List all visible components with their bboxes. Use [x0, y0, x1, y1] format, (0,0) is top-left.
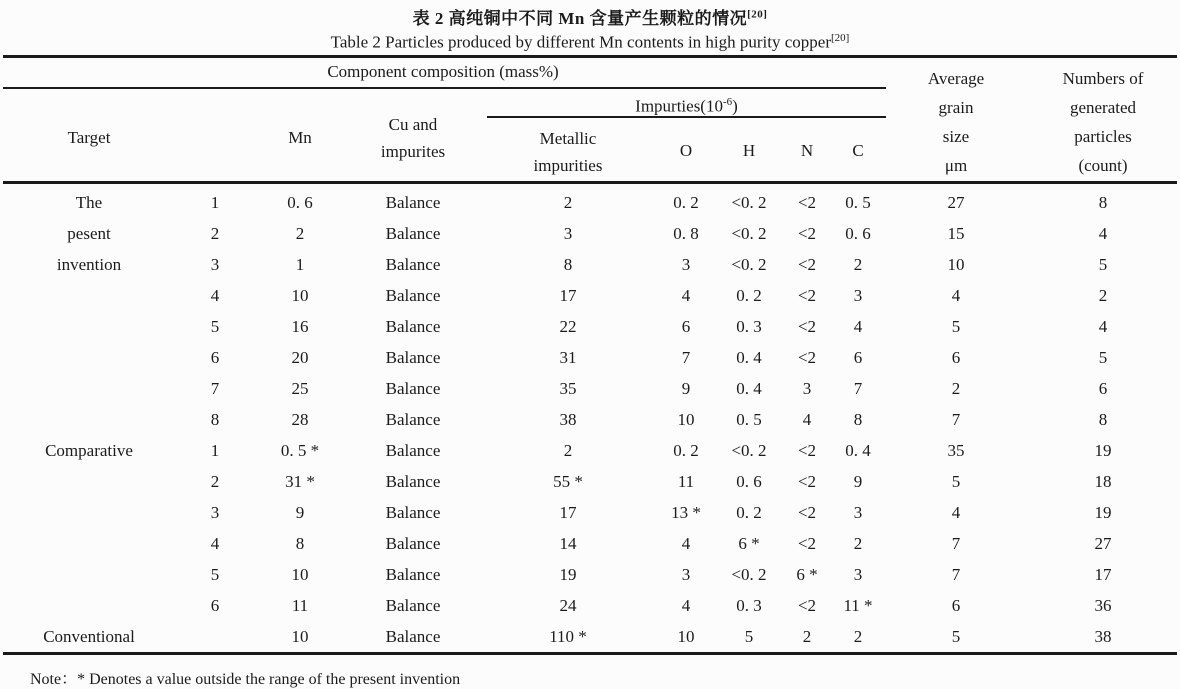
cell-particle-count: 19 [1094, 440, 1112, 460]
cell-nitrogen: <2 [797, 254, 817, 274]
header-metallic-impurities [478, 125, 658, 179]
cell-cu-and-impurites: Balance [385, 285, 441, 305]
cell-hydrogen: <0. 2 [731, 254, 767, 274]
cell-target: pesent [67, 223, 111, 243]
cell-metallic-impurities: 8 [563, 254, 573, 274]
cell-sample-number: 8 [210, 409, 220, 429]
cell-grain-size: 6 [951, 595, 961, 615]
cell-target [0, 497, 178, 528]
cell-target [0, 590, 178, 621]
cell-carbon: 2 [853, 254, 863, 274]
cell-nitrogen: <2 [797, 440, 817, 460]
header-hydrogen: H [742, 141, 756, 160]
cell-oxygen: 6 [681, 316, 691, 336]
cell-oxygen: 3 [681, 254, 691, 274]
cell-mn-content: 2 [295, 223, 305, 243]
cell-nitrogen: 6 * [796, 564, 818, 584]
cell-cu-and-impurites: Balance [385, 626, 441, 646]
cell-hydrogen: 0. 3 [736, 595, 762, 615]
cell-nitrogen: 3 [802, 378, 812, 398]
table-row [0, 249, 1180, 280]
table-title-chinese-text: 表 2 高纯铜中不同 Mn 含量产生颗粒的情况 [412, 9, 748, 28]
header-cu-line2: impurites [380, 142, 446, 161]
cell-mn-content: 11 [291, 595, 309, 615]
cell-sample-number: 2 [210, 223, 220, 243]
table-row [0, 311, 1180, 342]
cell-sample-number: 4 [210, 285, 220, 305]
cell-hydrogen: 0. 5 [736, 409, 762, 429]
cell-metallic-impurities: 110 * [549, 626, 587, 646]
header-cu-and-impurites [348, 111, 478, 165]
header-metallic-line2: impurities [533, 156, 603, 175]
cell-oxygen: 3 [681, 564, 691, 584]
cell-oxygen: 13 * [671, 502, 701, 522]
cell-sample-number: 2 [210, 471, 220, 491]
cell-grain-size: 5 [951, 471, 961, 491]
cell-oxygen: 4 [681, 285, 691, 305]
cell-mn-content: 28 [291, 409, 309, 429]
component-composition-underline [3, 87, 886, 89]
cell-sample-number: 4 [210, 533, 220, 553]
cell-carbon: 2 [853, 626, 863, 646]
cell-grain-size: 5 [951, 316, 961, 336]
cell-target: Conventional [43, 626, 135, 646]
cell-nitrogen: <2 [797, 533, 817, 553]
cell-sample-number: 7 [210, 378, 220, 398]
cell-carbon: 9 [853, 471, 863, 491]
cell-metallic-impurities: 38 [559, 409, 577, 429]
table-top-rule [3, 55, 1177, 58]
header-avg-line2: grain [938, 98, 974, 117]
table-row [0, 621, 1180, 652]
cell-target: The [75, 192, 103, 212]
cell-grain-size: 6 [951, 347, 961, 367]
cell-cu-and-impurites: Balance [385, 595, 441, 615]
cell-oxygen: 0. 8 [673, 223, 699, 243]
cell-target [0, 466, 178, 497]
header-num-line1: Numbers of [1062, 69, 1144, 88]
cell-target [0, 559, 178, 590]
cell-target [0, 280, 178, 311]
table-row [0, 218, 1180, 249]
cell-cu-and-impurites: Balance [385, 409, 441, 429]
cell-grain-size: 7 [951, 409, 961, 429]
cell-particle-count: 36 [1094, 595, 1112, 615]
cell-carbon: 6 [853, 347, 863, 367]
cell-cu-and-impurites: Balance [385, 378, 441, 398]
cell-nitrogen: <2 [797, 502, 817, 522]
cell-metallic-impurities: 17 [559, 285, 577, 305]
header-component-composition: Component composition (mass%) [327, 62, 559, 81]
cell-hydrogen: 0. 2 [736, 285, 762, 305]
cell-cu-and-impurites: Balance [385, 533, 441, 553]
cell-sample-number [178, 621, 252, 652]
header-impurities-group [487, 91, 886, 118]
cell-metallic-impurities: 17 [559, 502, 577, 522]
table-row [0, 559, 1180, 590]
cell-particle-count: 8 [1098, 192, 1108, 212]
cell-carbon: 7 [853, 378, 863, 398]
cell-target: invention [56, 254, 122, 274]
cell-carbon: 0. 6 [845, 223, 871, 243]
cell-sample-number: 5 [210, 564, 220, 584]
cell-metallic-impurities: 35 [559, 378, 577, 398]
cell-metallic-impurities: 55 * [553, 471, 583, 491]
cell-mn-content: 0. 5 * [280, 440, 320, 460]
cell-oxygen: 4 [681, 533, 691, 553]
cell-target [0, 342, 178, 373]
table-title-chinese [0, 4, 1180, 29]
cell-sample-number: 5 [210, 316, 220, 336]
cell-metallic-impurities: 22 [559, 316, 577, 336]
cell-nitrogen: <2 [797, 285, 817, 305]
cell-mn-content: 10 [291, 626, 309, 646]
cell-hydrogen: <0. 2 [731, 564, 767, 584]
cell-mn-content: 20 [291, 347, 309, 367]
cell-target [0, 528, 178, 559]
cell-grain-size: 7 [951, 533, 961, 553]
cell-cu-and-impurites: Balance [385, 471, 441, 491]
table-row [0, 404, 1180, 435]
cell-carbon: 2 [853, 533, 863, 553]
cell-carbon: 3 [853, 285, 863, 305]
cell-hydrogen: 5 [744, 626, 754, 646]
cell-hydrogen: 0. 3 [736, 316, 762, 336]
cell-mn-content: 16 [291, 316, 309, 336]
cell-cu-and-impurites: Balance [385, 502, 441, 522]
cell-cu-and-impurites: Balance [385, 223, 441, 243]
cell-nitrogen: <2 [797, 595, 817, 615]
cell-particle-count: 5 [1098, 254, 1108, 274]
cell-target [0, 404, 178, 435]
cell-hydrogen: <0. 2 [731, 223, 767, 243]
cell-particle-count: 5 [1098, 347, 1108, 367]
header-numbers-of-particles [1026, 64, 1180, 180]
cell-cu-and-impurites: Balance [385, 440, 441, 460]
cell-particle-count: 4 [1098, 223, 1108, 243]
cell-mn-content: 25 [291, 378, 309, 398]
table-row [0, 187, 1180, 218]
header-num-line3: particles [1074, 127, 1132, 146]
cell-target: Comparative [45, 440, 133, 460]
cell-particle-count: 8 [1098, 409, 1108, 429]
cell-oxygen: 7 [681, 347, 691, 367]
cell-particle-count: 27 [1094, 533, 1112, 553]
header-num-line2: generated [1069, 98, 1137, 117]
cell-mn-content: 1 [295, 254, 305, 274]
cell-particle-count: 17 [1094, 564, 1112, 584]
header-impurities-text: Impurties(10 [635, 96, 723, 116]
cell-particle-count: 6 [1098, 378, 1108, 398]
cell-particle-count: 4 [1098, 316, 1108, 336]
cell-grain-size: 15 [947, 223, 965, 243]
header-avg-line1: Average [927, 69, 985, 88]
cell-grain-size: 35 [947, 440, 965, 460]
cell-target [0, 311, 178, 342]
cell-oxygen: 0. 2 [673, 440, 699, 460]
header-carbon: C [852, 141, 864, 160]
cell-carbon: 11 * [843, 595, 873, 615]
cell-carbon: 3 [853, 564, 863, 584]
cell-grain-size: 4 [951, 285, 961, 305]
cell-sample-number: 3 [210, 254, 220, 274]
cell-cu-and-impurites: Balance [385, 254, 441, 274]
cell-nitrogen: <2 [797, 223, 817, 243]
header-impurities-close: ) [732, 96, 738, 116]
header-num-line4: (count) [1078, 156, 1128, 175]
cell-oxygen: 10 [677, 409, 695, 429]
cell-metallic-impurities: 2 [563, 440, 573, 460]
header-cu-line1: Cu and [388, 115, 438, 134]
table-row [0, 373, 1180, 404]
cell-carbon: 0. 5 [845, 192, 871, 212]
cell-hydrogen: <0. 2 [731, 192, 767, 212]
header-target: Target [67, 128, 111, 147]
cell-nitrogen: <2 [797, 347, 817, 367]
table-title-english-text: Table 2 Particles produced by different Mn contents in high purity copper [330, 32, 831, 52]
cell-grain-size: 4 [951, 502, 961, 522]
cell-grain-size: 10 [947, 254, 965, 274]
header-nitrogen: N [800, 141, 814, 160]
cell-oxygen: 10 [677, 626, 695, 646]
cell-nitrogen: <2 [797, 192, 817, 212]
header-metallic-line1: Metallic [539, 129, 597, 148]
table-row [0, 435, 1180, 466]
cell-carbon: 3 [853, 502, 863, 522]
cell-particle-count: 18 [1094, 471, 1112, 491]
cell-oxygen: 9 [681, 378, 691, 398]
cell-cu-and-impurites: Balance [385, 347, 441, 367]
cell-sample-number: 6 [210, 347, 220, 367]
cell-grain-size: 7 [951, 564, 961, 584]
cell-particle-count: 19 [1094, 502, 1112, 522]
header-avg-line4: μm [944, 156, 968, 175]
header-oxygen: O [679, 141, 693, 160]
header-avg-line3: size [942, 127, 970, 146]
cell-grain-size: 5 [951, 626, 961, 646]
table-bottom-rule [3, 652, 1177, 655]
cell-carbon: 4 [853, 316, 863, 336]
cell-mn-content: 0. 6 [287, 192, 313, 212]
cell-sample-number: 6 [210, 595, 220, 615]
cell-metallic-impurities: 24 [559, 595, 577, 615]
cell-metallic-impurities: 19 [559, 564, 577, 584]
cell-oxygen: 0. 2 [673, 192, 699, 212]
cell-cu-and-impurites: Balance [385, 316, 441, 336]
cell-carbon: 8 [853, 409, 863, 429]
cell-cu-and-impurites: Balance [385, 192, 441, 212]
cell-hydrogen: 0. 2 [736, 502, 762, 522]
cell-mn-content: 10 [291, 564, 309, 584]
table-row [0, 590, 1180, 621]
cell-mn-content: 8 [295, 533, 305, 553]
cell-particle-count: 2 [1098, 285, 1108, 305]
cell-mn-content: 10 [291, 285, 309, 305]
cell-hydrogen: 6 * [738, 533, 760, 553]
table-body [0, 187, 1180, 652]
cell-target [0, 373, 178, 404]
cell-hydrogen: <0. 2 [731, 440, 767, 460]
cell-sample-number: 1 [210, 440, 220, 460]
cell-mn-content: 31 * [285, 471, 315, 491]
cell-hydrogen: 0. 6 [736, 471, 762, 491]
header-average-grain-size [886, 64, 1026, 180]
citation-superscript-zh: [20] [747, 8, 768, 21]
header-bottom-rule [3, 181, 1177, 184]
citation-superscript-en: [20] [831, 32, 850, 44]
cell-grain-size: 27 [947, 192, 965, 212]
header-impurities-exponent: -6 [722, 96, 733, 108]
cell-metallic-impurities: 3 [563, 223, 573, 243]
table-row [0, 528, 1180, 559]
header-mn: Mn [288, 128, 312, 147]
table-note: Note：* Denotes a value outside the range of the present invention [30, 671, 461, 688]
cell-metallic-impurities: 14 [559, 533, 577, 553]
cell-carbon: 0. 4 [845, 440, 871, 460]
cell-nitrogen: <2 [797, 316, 817, 336]
cell-metallic-impurities: 31 [559, 347, 577, 367]
cell-sample-number: 1 [210, 192, 220, 212]
cell-nitrogen: <2 [797, 471, 817, 491]
table-row [0, 342, 1180, 373]
cell-sample-number: 3 [210, 502, 220, 522]
cell-oxygen: 11 [677, 471, 695, 491]
table-title-english [0, 32, 1180, 53]
table-row [0, 497, 1180, 528]
cell-hydrogen: 0. 4 [736, 378, 762, 398]
cell-oxygen: 4 [681, 595, 691, 615]
cell-cu-and-impurites: Balance [385, 564, 441, 584]
cell-metallic-impurities: 2 [563, 192, 573, 212]
table-row [0, 280, 1180, 311]
cell-mn-content: 9 [295, 502, 305, 522]
cell-grain-size: 2 [951, 378, 961, 398]
cell-hydrogen: 0. 4 [736, 347, 762, 367]
cell-particle-count: 38 [1094, 626, 1112, 646]
table-row [0, 466, 1180, 497]
cell-nitrogen: 4 [802, 409, 812, 429]
cell-nitrogen: 2 [802, 626, 812, 646]
